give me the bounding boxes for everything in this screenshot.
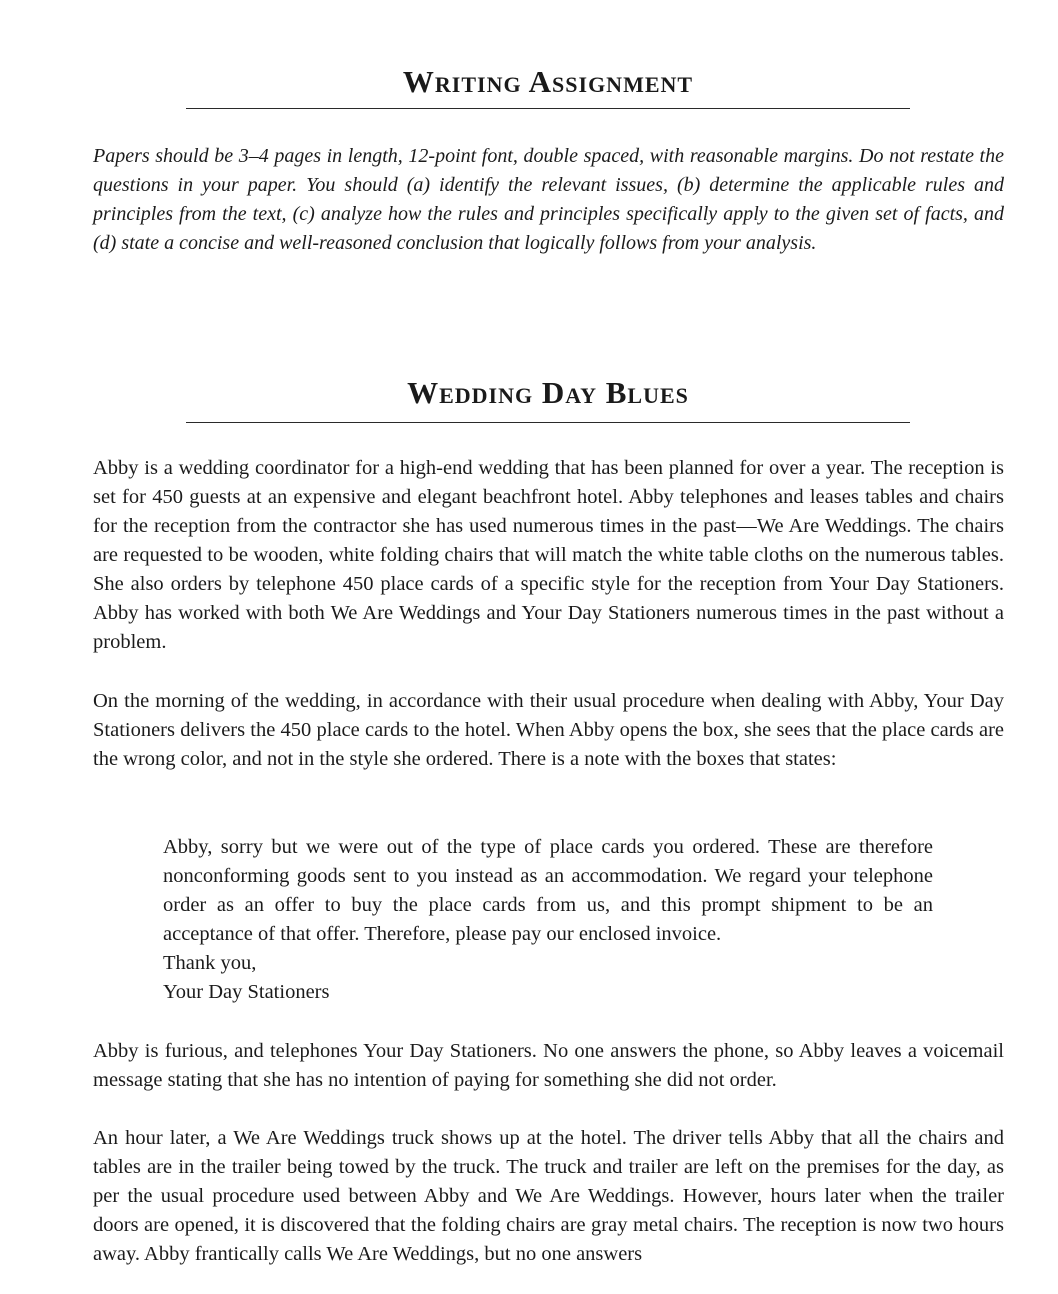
stationer-note-blockquote	[163, 833, 933, 1007]
case-title-heading: Wedding Day Blues	[407, 375, 689, 410]
writing-assignment-heading: Writing Assignment	[402, 64, 694, 99]
case-paragraph: An hour later, a We Are Weddings truck shows up at the hotel. The driver tells Abby that all the chairs and tables are in the trailer being towed by the truck. The truck and trailer are left on the premises for the day, as per the usual procedure used between Abby and We Are Weddings. However, hours later when the trailer doors are opened, it is discovered that the folding chairs are gray metal chairs. The reception is now two hours away. Abby frantically calls We Are Weddings, but no one answers	[93, 1127, 1004, 1265]
note-signature: Your Day Stationers	[163, 981, 330, 1003]
heading-rule	[186, 108, 910, 109]
case-paragraph: On the morning of the wedding, in accordance with their usual procedure when dealing with Abby, Your Day Stationers delivers the 450 place cards to the hotel. When Abby opens the box, she sees that the place cards are the wrong color, and not in the style she ordered. There is a note with the boxes that states:	[93, 690, 1004, 770]
note-closing: Thank you,	[163, 952, 257, 974]
note-body: Abby, sorry but we were out of the type of place cards you ordered. These are therefore nonconforming goods sent to you instead as an accommodation. We regard your telephone order as an offer to buy the place cards from us, and this prompt shipment to be an acceptance of that offer. Therefore, please pay our enclosed invoice.	[163, 836, 933, 945]
case-paragraph: Abby is a wedding coordinator for a high-end wedding that has been planned for over a year. The reception is set for 450 guests at an expensive and elegant beachfront hotel. Abby telephones and leases tables and chairs for the reception from the contractor she has used numerous times in the past—We Are Weddings. The chairs are requested to be wooden, white folding chairs that will match the white table cloths on the numerous tables. She also orders by telephone 450 place cards of a specific style for the reception from Your Day Stationers. Abby has worked with both We Are Weddings and Your Day Stationers numerous times in the past without a problem.	[93, 457, 1004, 653]
case-paragraph: Abby is furious, and telephones Your Day Stationers. No one answers the phone, so Abby leaves a voicemail message stating that she has no intention of paying for something she did not order.	[93, 1040, 1004, 1091]
heading-rule	[186, 422, 910, 423]
assignment-instructions: Papers should be 3–4 pages in length, 12-point font, double spaced, with reasonable margins. Do not restate the questions in your paper. You should (a) identify the relevant issues, (b) determine the applicable rules and principles from the text, (c) analyze how the rules and principles specifically apply to the given set of facts, and (d) state a concise and well-reasoned conclusion that logically follows from your analysis.	[93, 145, 1004, 254]
